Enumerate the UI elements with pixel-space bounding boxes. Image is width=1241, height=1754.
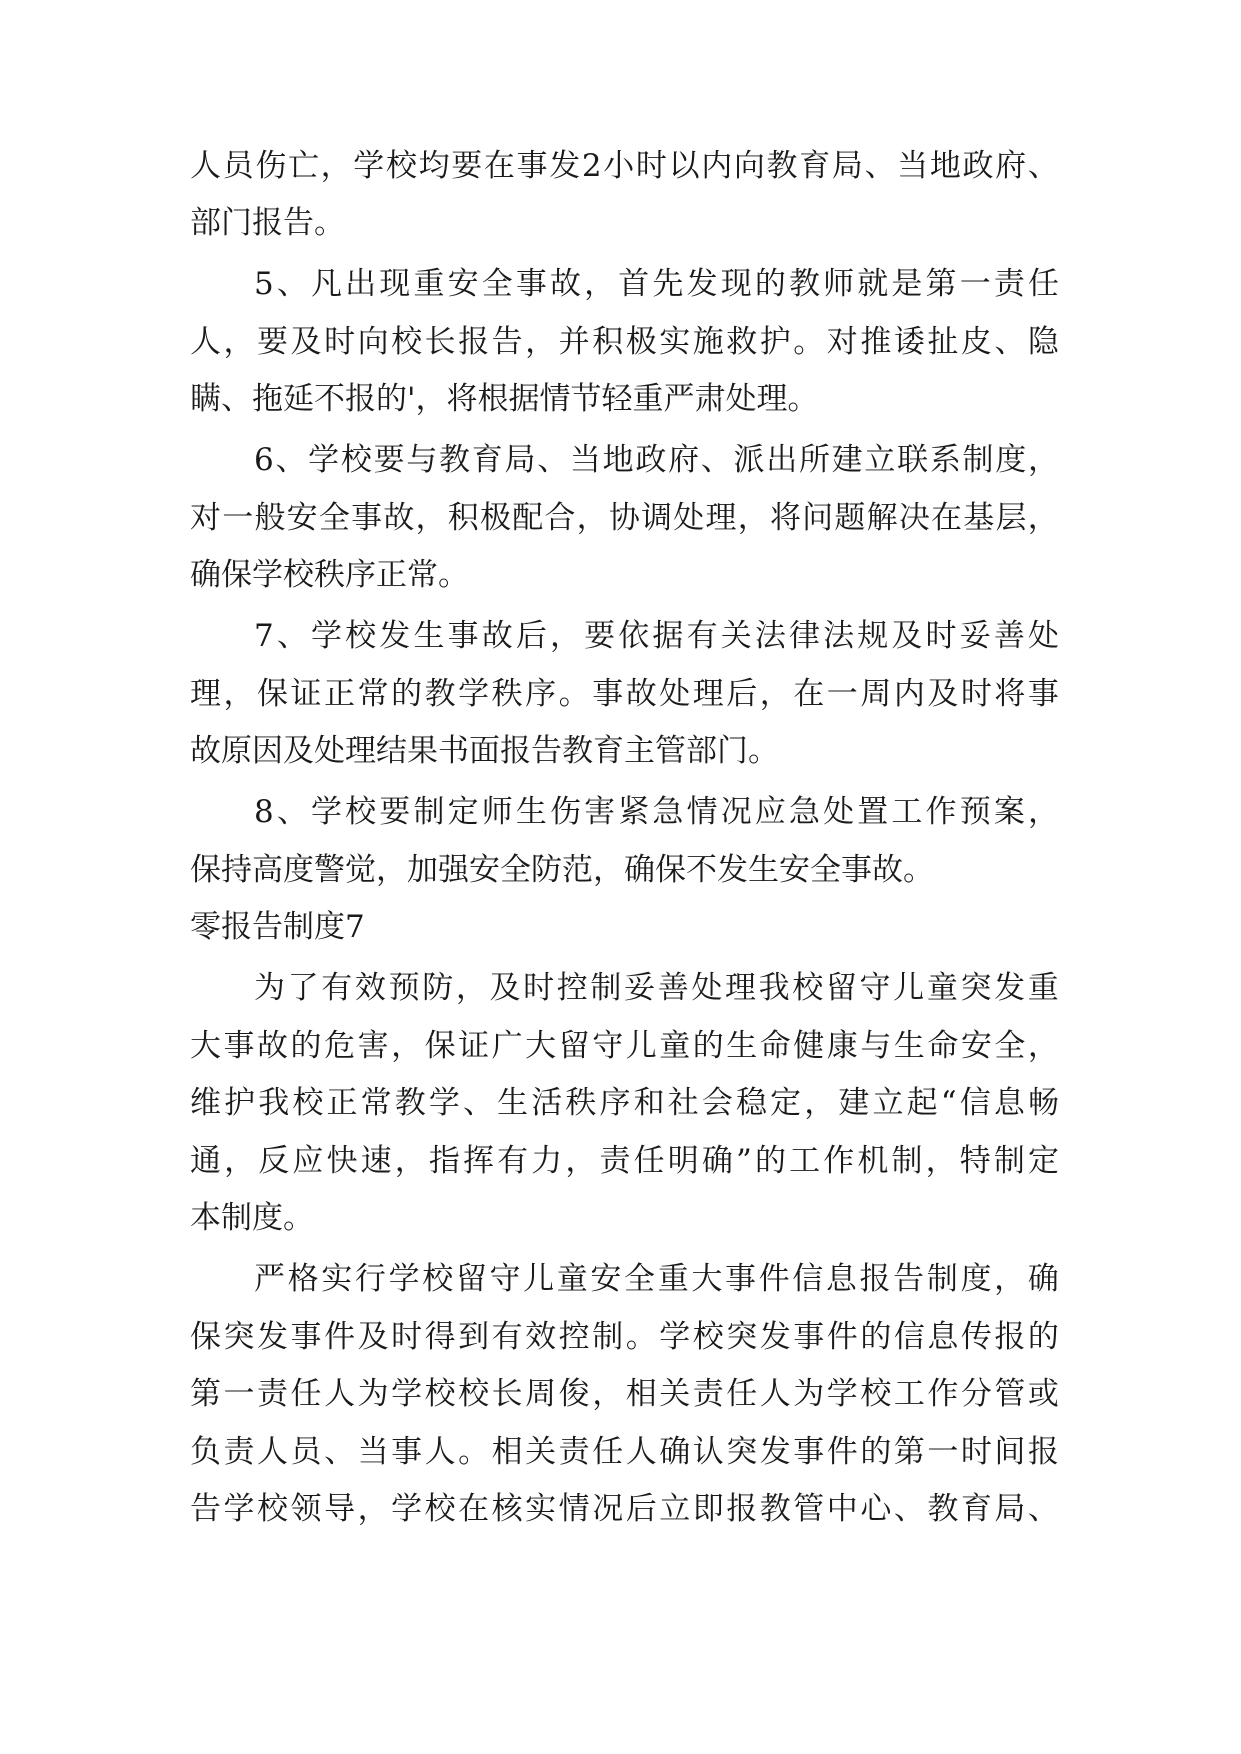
text-line: 8 、 学 校 要 制 定 师 生 伤 害 紧 急 情 况 应 急 处 置 工 作 预 案 ， — [254, 794, 1059, 830]
text-line: 人 员 伤 亡 ， 学 校 均 要 在 事 发 2 小 时 以 内 向 教 育 局 、 当 地 政 府 、 — [190, 148, 1059, 184]
text-line: 理 ， 保 证 正 常 的 教 学 秩 序 。 事 故 处 理 后 ， 在 一 周 内 及 时 将 事 — [190, 676, 1059, 712]
text-line: 第 一 责 任 人 为 学 校 校 长 周 俊 ， 相 关 责 任 人 为 学 校 工 作 分 管 或 — [190, 1376, 1059, 1412]
text-line: 告 学 校 领 导 ， 学 校 在 核 实 情 况 后 立 即 报 教 管 中 心 、 教 育 局 、 — [190, 1491, 1059, 1527]
section-heading: 零报告制度7 — [190, 909, 365, 945]
text-line: 为 了 有 效 预 防 ， 及 时 控 制 妥 善 处 理 我 校 留 守 儿 童 突 发 重 — [254, 970, 1059, 1006]
text-line: 瞒、拖延不报的'，将根据情节轻重严肃处理。 — [190, 381, 819, 417]
text-line: 大 事 故 的 危 害 ， 保 证 广 大 留 守 儿 童 的 生 命 健 康 与 生 命 安 全 ， — [190, 1028, 1059, 1064]
text-line: 维 护 我 校 正 常 教 学 、 生 活 秩 序 和 社 会 稳 定 ， 建 立 起 “ 信 息 畅 — [190, 1085, 1059, 1121]
text-line: 通 ， 反 应 快 速 ， 指 挥 有 力 ， 责 任 明 确 ” 的 工 作 机 制 ， 特 制 定 — [190, 1143, 1059, 1179]
text-line: 部门报告。 — [190, 205, 345, 241]
text-line: 负 责 人 员 、 当 事 人 。 相 关 责 任 人 确 认 突 发 事 件 的 第 一 时 间 报 — [190, 1434, 1059, 1470]
text-line: 保持高度警觉，加强安全防范，确保不发生安全事故。 — [190, 852, 934, 888]
text-line: 5 、 凡 出 现 重 安 全 事 故 ， 首 先 发 现 的 教 师 就 是 第 一 责 任 — [254, 266, 1059, 302]
text-line: 7 、 学 校 发 生 事 故 后 ， 要 依 据 有 关 法 律 法 规 及 时 妥 善 处 — [254, 618, 1059, 654]
text-line: 严 格 实 行 学 校 留 守 儿 童 安 全 重 大 事 件 信 息 报 告 制 度 ， 确 — [254, 1261, 1059, 1297]
text-line: 保 突 发 事 件 及 时 得 到 有 效 控 制 。 学 校 突 发 事 件 的 信 息 传 报 的 — [190, 1319, 1059, 1355]
text-line: 故原因及处理结果书面报告教育主管部门。 — [190, 733, 779, 769]
text-line: 确保学校秩序正常。 — [190, 557, 469, 593]
text-line: 对 一 般 安 全 事 故 ， 积 极 配 合 ， 协 调 处 理 ， 将 问 题 解 决 在 基 层 ， — [190, 500, 1059, 536]
text-line: 本制度。 — [190, 1200, 314, 1236]
text-line: 人 ， 要 及 时 向 校 长 报 告 ， 并 积 极 实 施 救 护 。 对 推 诿 扯 皮 、 隐 — [190, 324, 1059, 360]
text-line: 6 、 学 校 要 与 教 育 局 、 当 地 政 府 、 派 出 所 建 立 联 系 制 度 ， — [254, 442, 1059, 478]
